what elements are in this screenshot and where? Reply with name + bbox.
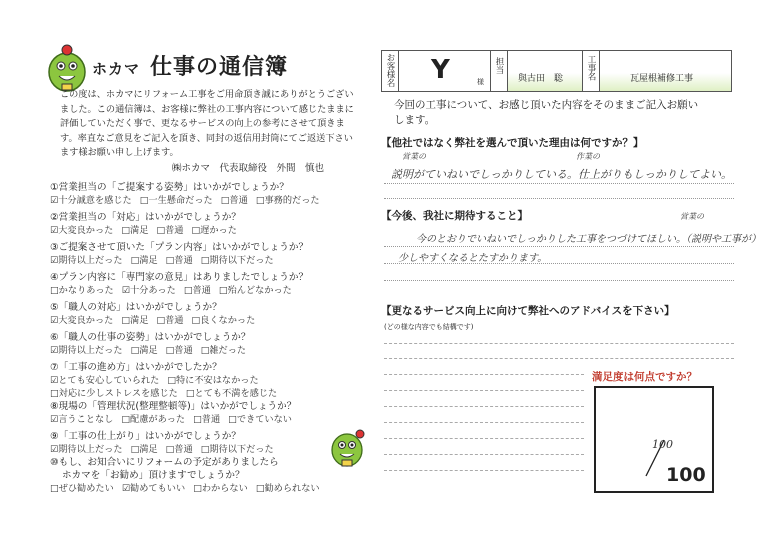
options-8 <box>50 413 370 426</box>
option[interactable]: □普通 <box>165 444 193 455</box>
options-9 <box>50 443 370 456</box>
intro-text: この度は、ホカマにリフォーム工事をご用命頂き誠にありがとうございました。この通信簿は、お客様に弊社の工事内容について感じたままに評価していただく事で、更なるサービスの向上の参考にさせて頂きます。率直なご意見をご記入を頂き、同封の返信用封筒にてご返送下さいます様お願い申し上げます。 <box>60 89 354 158</box>
question-2: ②営業担当の「対応」はいかがでしょうか？ <box>50 212 241 223</box>
options-7 <box>50 374 370 387</box>
lead-text: 今回の工事について、お感じ頂いた内容をそのままご記入お願いします。 <box>394 99 699 126</box>
option[interactable]: □満足 <box>121 315 149 326</box>
question-9: ⑨「工事の仕上がり」はいかがでしょうか？ <box>50 431 241 442</box>
option[interactable]: □良くなかった <box>191 315 256 326</box>
options-5 <box>50 314 370 327</box>
option[interactable]: □雑だった <box>200 345 247 356</box>
hw-small-3: 営業の <box>680 212 704 221</box>
score-handwritten: 100 <box>652 438 673 451</box>
title-text: 仕事の通信簿 <box>150 55 289 80</box>
option[interactable]: □普通 <box>220 195 248 206</box>
option[interactable]: □満足 <box>130 345 158 356</box>
question-3: ③ご提案させて頂いた「プラン内容」はいかがでしょうか？ <box>50 242 309 253</box>
page-title <box>92 50 288 81</box>
option[interactable]: □とても不満を感じた <box>185 388 278 399</box>
option[interactable]: □期待以下だった <box>200 444 274 455</box>
option[interactable]: ☑十分あった <box>121 285 176 296</box>
question-5: ⑤「職人の対応」はいかがでしょうか？ <box>50 302 222 313</box>
questionnaire <box>50 181 370 495</box>
question-1: ①営業担当の「ご提案する姿勢」はいかがでしょうか？ <box>50 182 289 193</box>
options-1 <box>50 194 370 207</box>
section-expectation-title: 【今後、我社に期待すること】 <box>381 210 528 222</box>
work-name: 瓦屋根補修工事 <box>630 74 694 84</box>
option[interactable]: ☑十分誠意を感じた <box>50 195 132 206</box>
option[interactable]: □満足 <box>130 444 158 455</box>
score-box <box>594 386 714 493</box>
option[interactable]: □期待以下だった <box>200 255 274 266</box>
info-table <box>381 50 732 92</box>
option[interactable]: □勧められない <box>255 483 320 494</box>
option[interactable]: □遅かった <box>191 225 237 236</box>
mascot-small-icon <box>326 424 368 470</box>
options-6 <box>50 344 370 357</box>
option[interactable]: □殆んどなかった <box>218 285 292 296</box>
option[interactable]: ☑勧めてもいい <box>121 483 186 494</box>
staff-name: 與古田 聡 <box>518 74 564 84</box>
options-2 <box>50 224 370 237</box>
question-10-line2: ホカマを「お勧め」頂けますでしょうか？ <box>62 470 245 481</box>
question-6: ⑥「職人の仕事の姿勢」はいかがでしょうか？ <box>50 332 251 343</box>
option[interactable]: □できていない <box>228 414 292 425</box>
option[interactable]: ☑期待以上だった <box>50 255 123 266</box>
question-7: ⑦「工事の進め方」はいかがでしたか？ <box>50 362 222 373</box>
options-4 <box>50 284 370 297</box>
option[interactable]: □満足 <box>121 225 149 236</box>
option[interactable]: ☑大変良かった <box>50 225 114 236</box>
mascot-logo <box>44 42 90 94</box>
brand-name: ホカマ <box>92 60 141 78</box>
options-10 <box>50 482 370 495</box>
score-question: 満足度は何点ですか？ <box>592 371 697 383</box>
option[interactable]: ☑言うことなし <box>50 414 114 425</box>
section-reason-title: 【他社ではなく弊社を選んで頂いた理由は何ですか？】 <box>381 137 644 149</box>
section-advice-title: 【更なるサービス向上に向けて弊社へのアドバイスを下さい】 <box>381 305 675 317</box>
option[interactable]: □対応に少しストレスを感じた <box>50 388 178 399</box>
option[interactable]: □普通 <box>156 315 184 326</box>
option[interactable]: □特に不安はなかった <box>167 375 259 386</box>
option[interactable]: □わからない <box>193 483 248 494</box>
option[interactable]: □普通 <box>165 255 193 266</box>
option[interactable]: □事務的だった <box>255 195 320 206</box>
option[interactable]: ☑期待以上だった <box>50 345 123 356</box>
options-7b <box>50 387 370 400</box>
hw-small-2: 作業の <box>576 152 600 161</box>
hw-answer-2b: 少しやすくなるとたすかります。 <box>398 253 548 264</box>
option[interactable]: □満足 <box>130 255 158 266</box>
staff-label: 担当 <box>494 57 504 74</box>
signature: ㈱ホカマ 代表取締役 外間 慎也 <box>172 163 325 174</box>
option[interactable]: ☑とても安心していられた <box>50 375 160 386</box>
question-10: ⑩もし、お知合いにリフォームの予定がありましたら <box>50 457 279 468</box>
option[interactable]: □普通 <box>156 225 184 236</box>
question-4: ④プラン内容に「専門家の意見」はありましたでしょうか？ <box>50 272 309 283</box>
hw-small-1: 営業の <box>402 152 426 161</box>
option[interactable]: □ぜひ勧めたい <box>50 483 114 494</box>
option[interactable]: □普通 <box>165 345 193 356</box>
option[interactable]: □一生懸命だった <box>139 195 213 206</box>
option[interactable]: □普通 <box>193 414 221 425</box>
customer-suffix: 様 <box>477 78 484 86</box>
hw-answer-1: 説明がていねいでしっかりしている。仕上がりもしっかりしてよい。 <box>391 168 732 181</box>
work-label: 工事名 <box>586 55 596 81</box>
option[interactable]: □普通 <box>183 285 211 296</box>
customer-name: Y <box>431 55 450 85</box>
customer-label: お客様名 <box>385 53 395 87</box>
option[interactable]: □配慮があった <box>121 414 186 425</box>
hw-answer-2a: 今のとおりでいねいでしっかりした工事をつづけてほしい。（説明や工事が） <box>416 234 761 245</box>
option[interactable]: ☑大変良かった <box>50 315 114 326</box>
advice-note: (どの様な内容でも結構です) <box>384 323 474 331</box>
score-total: 100 <box>666 464 706 486</box>
options-3 <box>50 254 370 267</box>
option[interactable]: ☑期待以上だった <box>50 444 123 455</box>
option[interactable]: □かなりあった <box>50 285 114 296</box>
question-8: ⑧現場の「管理状況(整理整頓等)」はいかがでしょうか？ <box>50 401 297 412</box>
